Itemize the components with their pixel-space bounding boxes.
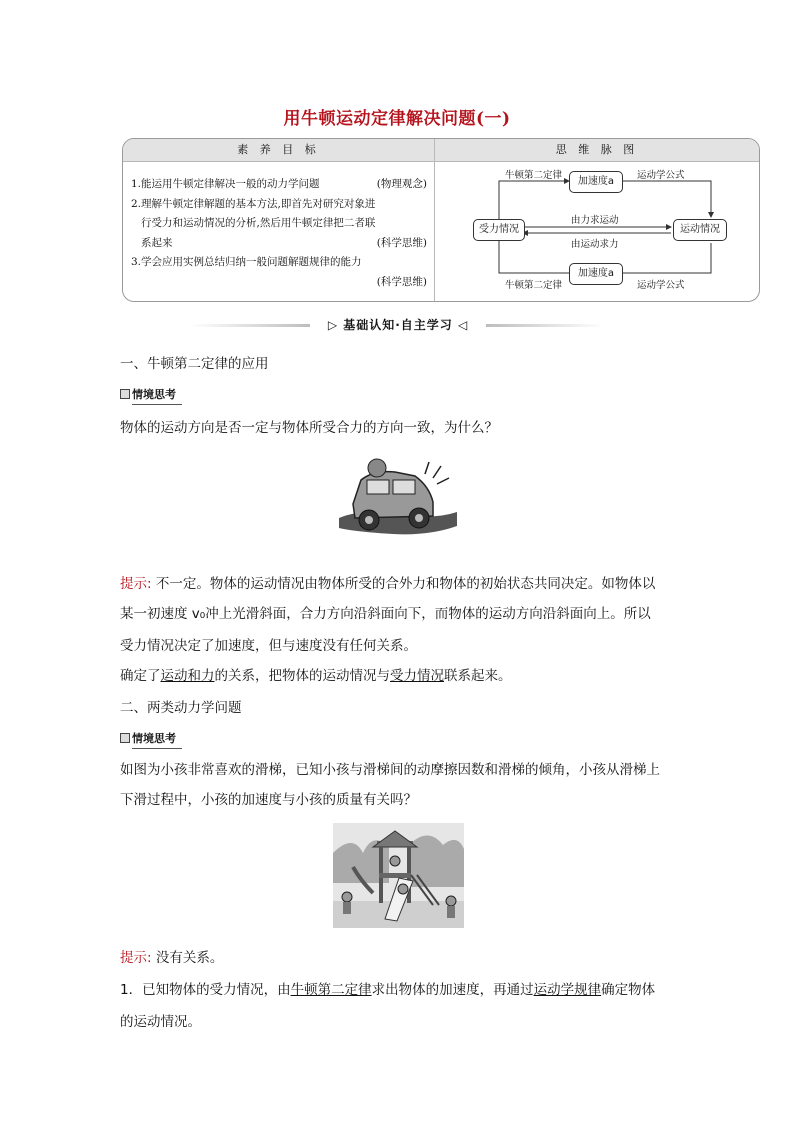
question-1: 物体的运动方向是否一定与物体所受合力的方向一致，为什么？ <box>120 420 498 436</box>
car-crash-illustration <box>333 456 461 540</box>
goal-line <box>131 273 427 293</box>
fill-blank: 受力情况 <box>390 668 444 684</box>
hint-1-line-2: 某一初速度 v₀冲上光滑斜面，合力方向沿斜面向下，而物体的运动方向沿斜面向上。所以 <box>120 606 651 622</box>
goal-line: 2.理解牛顿定律解题的基本方法,即首先对研究对象进 <box>131 197 376 210</box>
goal-line: 系起来 (科学思维) <box>131 234 427 254</box>
question-2-line-1: 如图为小孩非常喜欢的滑梯，已知小孩与滑梯间的动摩擦因数和滑梯的倾角，小孩从滑梯上 <box>120 762 660 778</box>
square-icon <box>120 733 130 743</box>
question-2-line-2: 下滑过程中，小孩的加速度与小孩的质量有关吗？ <box>120 792 417 808</box>
fill-blank: 牛顿第二定律 <box>290 982 372 998</box>
situation-tag-2: 情境思考 <box>120 730 176 746</box>
fill-blank: 运动和力 <box>160 668 215 684</box>
label-force-to-motion: 由力求运动 <box>571 215 619 226</box>
item-1-line-1: 1．已知物体的受力情况，由牛顿第二定律求出物体的加速度，再通过运动学规律确定物体 <box>120 982 656 998</box>
goal-tag: (科学思维) <box>376 236 427 249</box>
section-bar-title: ▷ 基础认知·自主学习 ◁ <box>327 318 469 332</box>
goal-line: 3.学会应用实例总结归纳一般问题解题规律的能力 <box>131 256 362 268</box>
force-box: 受力情况 <box>473 219 525 241</box>
hint-label: 提示: <box>120 576 152 592</box>
mindmap-heading: 思 维 脉 图 <box>435 139 759 162</box>
label-newton-bottom: 牛顿第二定律 <box>505 280 563 291</box>
hint-2: 提示: 没有关系。 <box>120 950 224 966</box>
item-1-line-2: 的运动情况。 <box>120 1014 201 1030</box>
goal-line: 1.能运用牛顿定律解决一般的动力学问题 (物理观念) <box>131 175 427 195</box>
slide-illustration <box>333 823 464 928</box>
situation-tag-1: 情境思考 <box>120 386 176 402</box>
label-newton-top: 牛顿第二定律 <box>505 170 563 181</box>
goal-tag: (物理观念) <box>376 178 427 190</box>
hint-1-line-1: 提示: 不一定。物体的运动情况由物体所受的合外力和物体的初始状态共同决定。如物体以 <box>120 576 656 592</box>
label-kinematics-bottom: 运动学公式 <box>637 280 685 291</box>
label-kinematics-top: 运动学公式 <box>637 170 685 181</box>
square-icon <box>120 389 130 399</box>
hint-1-line-3: 受力情况决定了加速度，但与速度没有任何关系。 <box>120 638 417 654</box>
accel-box-top: 加速度a <box>569 171 623 193</box>
goals-list <box>131 175 427 292</box>
goal-line: 行受力和运动情况的分析,然后用牛顿定律把二者联 <box>141 217 376 229</box>
goals-heading: 素 养 目 标 <box>123 139 434 162</box>
accel-box-bottom: 加速度a <box>569 263 623 285</box>
page-title: 用牛顿运动定律解决问题(一) <box>283 109 511 129</box>
label-motion-to-force: 由运动求力 <box>571 239 619 250</box>
mindmap <box>435 161 759 301</box>
fill-blank: 运动学规律 <box>533 982 602 998</box>
header-box <box>122 138 760 302</box>
hint-label: 提示: <box>120 950 152 966</box>
motion-box: 运动情况 <box>673 219 727 241</box>
section-bar <box>190 316 604 334</box>
goal-tag: (科学思维) <box>376 275 427 288</box>
confirm-line: 确定了运动和力的关系，把物体的运动情况与受力情况联系起来。 <box>120 668 512 684</box>
section-1-heading: 一、牛顿第二定律的应用 <box>120 356 269 372</box>
section-2-heading: 二、两类动力学问题 <box>120 700 242 716</box>
